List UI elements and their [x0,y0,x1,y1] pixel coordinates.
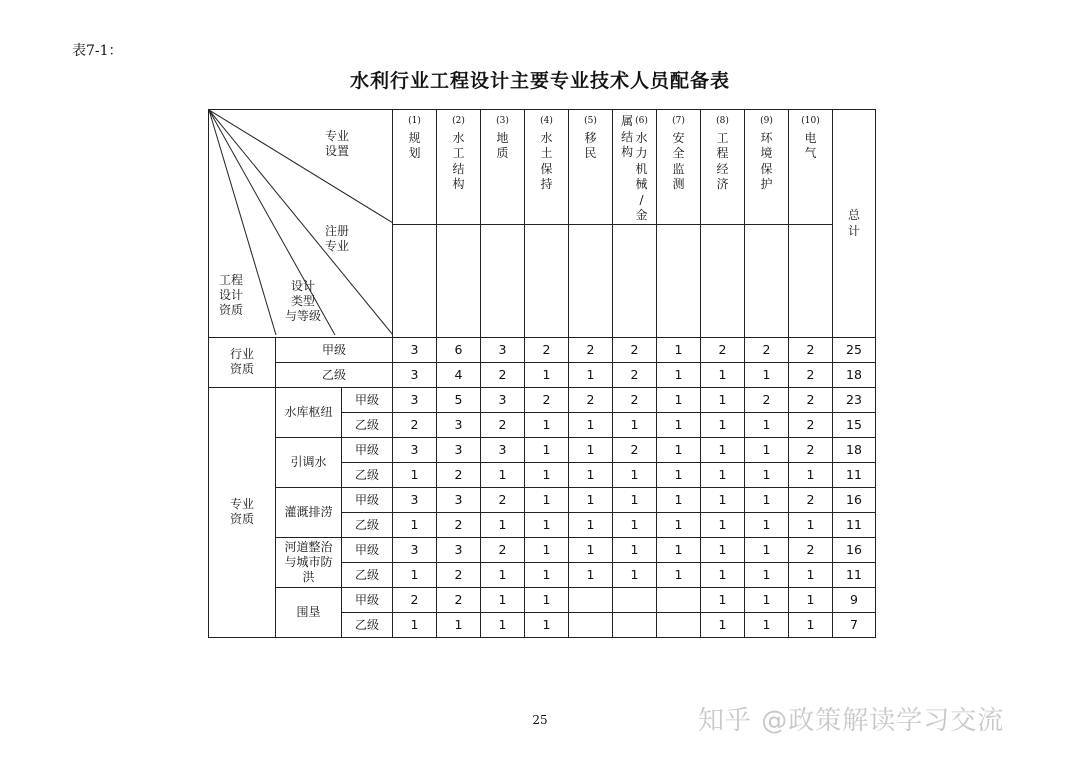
qualification-label: 工程 设计 资质 [218,273,243,317]
table-cell: 2 [745,387,789,412]
table-cell: 1 [613,562,657,587]
table-cell: 2 [789,362,833,387]
table-cell: 1 [569,362,613,387]
total-cell: 11 [833,462,876,487]
header-char: 械 [635,177,648,191]
column-number: (7) [672,116,685,126]
table-cell: 1 [481,512,525,537]
table-cell: 1 [657,362,701,387]
table-cell: 2 [393,587,437,612]
table-cell: 2 [437,512,481,537]
header-char: 保 [540,161,553,176]
header-char: 规 [408,130,421,145]
grade-cell: 甲级 [342,537,393,562]
header-char: 水 [452,130,465,145]
table-row [209,537,876,562]
table-cell: 1 [525,412,569,437]
table-cell: 3 [437,412,481,437]
table-cell [657,587,701,612]
table-cell: 2 [789,487,833,512]
total-header-char: 总 [847,208,860,223]
column-number: (2) [452,116,465,126]
table-cell: 1 [657,387,701,412]
watermark: 知乎 @政策解读学习交流 [698,706,1005,736]
table-cell: 1 [657,462,701,487]
total-cell: 16 [833,537,876,562]
table-cell: 1 [701,462,745,487]
table-cell: 1 [525,562,569,587]
column-header [437,110,481,225]
column-header [393,110,437,225]
header-char: 护 [760,177,773,191]
grade-cell: 甲级 [342,387,393,412]
table-row [209,337,876,362]
table-cell: 1 [481,612,525,637]
table-cell: 1 [789,612,833,637]
specialty-qualification-label [209,387,276,637]
table-cell: 1 [745,612,789,637]
table-cell: 3 [393,387,437,412]
header-char: / [639,192,644,207]
row-label-line: 灌溉排涝 [284,504,333,519]
table-cell: 2 [613,387,657,412]
header-char: 地 [496,130,509,145]
column-header [657,110,701,225]
table-cell: 1 [569,562,613,587]
header-char: 构 [452,177,465,191]
table-cell: 2 [481,362,525,387]
table-cell: 1 [481,462,525,487]
table-cell: 2 [525,337,569,362]
table-cell: 3 [437,487,481,512]
table-cell: 1 [789,562,833,587]
table-cell: 3 [481,387,525,412]
header-char: 工 [452,146,465,160]
header-char: 金 [635,208,648,222]
header-char: 电 [804,130,817,145]
table-cell: 1 [745,412,789,437]
table-cell: 1 [701,587,745,612]
grade-cell: 乙级 [342,612,393,637]
header-char: 属 [621,114,634,128]
column-header [789,110,833,225]
table-cell: 6 [437,337,481,362]
table-cell: 1 [613,412,657,437]
column-number: (6) [635,116,648,126]
table-row [209,587,876,612]
column-header [613,110,657,225]
table-cell: 1 [525,612,569,637]
table-cell: 1 [481,562,525,587]
total-header [833,110,876,338]
table-cell: 1 [393,512,437,537]
table-cell: 2 [569,387,613,412]
table-cell: 2 [393,412,437,437]
header-char: 水 [540,130,553,145]
grade-cell: 甲级 [342,487,393,512]
table-cell: 1 [525,512,569,537]
row-label-line: 洪 [302,569,315,584]
table-cell [569,587,613,612]
column-number: (3) [496,116,509,126]
total-cell: 25 [833,337,876,362]
table-cell: 1 [745,462,789,487]
design-type-grade-label: 设计 类型 与等级 [284,279,321,323]
column-header [525,110,569,225]
total-cell: 7 [833,612,876,637]
row-label-line: 资质 [229,362,254,376]
grade-cell: 甲级 [342,437,393,462]
total-cell: 11 [833,512,876,537]
table-row [209,437,876,462]
header-char: 全 [672,146,685,160]
grade-cell: 甲级 [342,587,393,612]
category-label [276,537,342,587]
table-cell: 3 [393,362,437,387]
table-cell: 1 [569,462,613,487]
table-cell: 3 [481,437,525,462]
table-row [209,387,876,412]
table-cell: 2 [613,437,657,462]
table-cell: 1 [745,537,789,562]
grade-cell: 乙级 [342,512,393,537]
table-cell: 2 [525,387,569,412]
table-cell: 1 [569,412,613,437]
grade-cell: 甲级 [276,337,393,362]
registered-specialty-cell [789,224,833,337]
column-header [701,110,745,225]
table-cell: 3 [393,537,437,562]
table-cell [613,587,657,612]
column-header [569,110,613,225]
table-cell: 2 [789,387,833,412]
header-char: 气 [804,146,817,160]
header-char: 划 [408,146,421,160]
row-label-line: 资质 [229,512,254,526]
table-cell: 3 [393,487,437,512]
total-cell: 11 [833,562,876,587]
table-cell: 1 [525,587,569,612]
header-char: 程 [716,146,729,160]
header-char: 环 [760,130,773,145]
column-number: (1) [408,116,421,126]
table-cell: 1 [525,462,569,487]
category-label [276,487,342,537]
total-cell: 15 [833,412,876,437]
header-char: 保 [760,161,773,176]
column-number: (9) [760,116,773,126]
table-cell: 1 [569,487,613,512]
table-cell: 1 [657,512,701,537]
page-title: 水利行业工程设计主要专业技术人员配备表 [349,70,730,92]
table-cell: 1 [701,487,745,512]
grade-cell: 乙级 [342,462,393,487]
header-char: 水 [635,130,648,145]
table-cell: 3 [393,437,437,462]
table-cell: 2 [789,437,833,462]
table-cell: 1 [393,612,437,637]
registered-specialty-cell [525,224,569,337]
table-cell: 1 [525,437,569,462]
table-cell: 3 [437,437,481,462]
table-cell: 1 [745,512,789,537]
page-number: 25 [532,713,548,727]
header-char: 结 [452,161,465,176]
table-cell: 1 [613,512,657,537]
header-char: 力 [635,146,648,160]
header-char: 民 [584,146,597,160]
staffing-table [208,109,876,638]
table-cell: 1 [789,462,833,487]
header-char: 济 [716,177,729,191]
column-header-wrap [613,114,656,224]
industry-qualification-label [209,337,276,387]
table-cell: 1 [701,562,745,587]
table-cell: 4 [437,362,481,387]
table-row [209,362,876,387]
total-cell: 18 [833,437,876,462]
header-char: 质 [496,146,509,160]
table-cell: 2 [569,337,613,362]
row-label-line: 与城市防 [284,554,333,569]
registered-specialty-cell [701,224,745,337]
table-cell: 3 [437,537,481,562]
table-cell [613,612,657,637]
table-cell: 1 [613,487,657,512]
column-number: (10) [801,116,820,126]
table-cell: 1 [789,587,833,612]
column-header-right [635,114,648,224]
table-cell: 5 [437,387,481,412]
total-cell: 23 [833,387,876,412]
table-tag: 表7-1： [72,43,123,59]
table-cell: 1 [745,437,789,462]
total-cell: 18 [833,362,876,387]
header-char: 境 [760,146,773,160]
table-cell: 1 [701,362,745,387]
diagonal-header-cell [209,110,393,338]
header-char: 构 [621,145,634,159]
table-cell: 1 [745,562,789,587]
table-cell: 2 [789,537,833,562]
table-cell: 1 [657,437,701,462]
row-label-line: 行业 [229,347,254,361]
table-cell: 1 [525,537,569,562]
category-label [276,587,342,637]
table-cell: 2 [481,537,525,562]
grade-cell: 乙级 [276,362,393,387]
table-cell: 1 [745,362,789,387]
table-cell: 1 [657,412,701,437]
table-cell: 2 [613,337,657,362]
table-row [209,487,876,512]
category-label [276,387,342,437]
total-cell: 9 [833,587,876,612]
table-cell: 1 [745,487,789,512]
registered-specialty-label: 注册 专业 [324,224,349,253]
table-cell: 1 [569,512,613,537]
grade-cell: 乙级 [342,412,393,437]
table-cell: 1 [745,587,789,612]
table-cell [569,612,613,637]
table-cell: 1 [569,437,613,462]
table-cell: 1 [701,412,745,437]
table-cell: 1 [657,562,701,587]
column-number: (8) [716,116,729,126]
registered-specialty-cell [613,224,657,337]
header-char: 结 [621,129,634,144]
total-header-char: 计 [847,224,860,239]
category-label [276,437,342,487]
column-number: (4) [540,116,553,126]
table-cell: 1 [701,612,745,637]
row-label-line: 水库枢纽 [284,404,333,419]
table-cell: 2 [613,362,657,387]
table-cell: 2 [437,462,481,487]
table-cell: 1 [701,437,745,462]
table-cell: 1 [657,337,701,362]
table-cell: 2 [437,587,481,612]
header-char: 土 [540,146,553,160]
column-number: (5) [584,116,597,126]
table-cell: 1 [481,587,525,612]
column-header [481,110,525,225]
header-char: 安 [672,130,685,145]
column-header [745,110,789,225]
row-label-line: 河道整治 [284,539,333,554]
header-char: 移 [584,130,597,145]
table-cell: 1 [701,387,745,412]
header-char: 监 [672,161,685,176]
table-cell: 1 [701,537,745,562]
table-cell: 1 [789,512,833,537]
registered-specialty-cell [481,224,525,337]
table-cell: 1 [657,487,701,512]
grade-cell: 乙级 [342,562,393,587]
table-cell: 2 [481,412,525,437]
registered-specialty-cell [657,224,701,337]
registered-specialty-cell [569,224,613,337]
table-cell: 1 [569,537,613,562]
table-cell: 2 [789,412,833,437]
table-cell: 1 [393,462,437,487]
row-label-line: 引调水 [290,454,327,469]
specialty-setting-label: 专业 设置 [324,129,349,158]
table-cell: 3 [393,337,437,362]
table-cell: 3 [481,337,525,362]
table-cell: 2 [701,337,745,362]
table-cell: 1 [525,487,569,512]
table-cell: 1 [437,612,481,637]
row-label-line: 围垦 [296,604,321,619]
header-char: 测 [672,177,685,191]
table-cell [657,612,701,637]
header-char: 持 [540,177,553,191]
table-cell: 2 [481,487,525,512]
table-cell: 1 [613,537,657,562]
row-label-line: 专业 [229,497,254,511]
registered-specialty-cell [745,224,789,337]
table-cell: 1 [701,512,745,537]
total-cell: 16 [833,487,876,512]
table-cell: 2 [437,562,481,587]
table-cell: 1 [525,362,569,387]
table-cell: 1 [393,562,437,587]
table-cell: 2 [745,337,789,362]
registered-specialty-cell [393,224,437,337]
table-cell: 1 [657,537,701,562]
registered-specialty-cell [437,224,481,337]
table-cell: 1 [613,462,657,487]
column-header-left [621,114,633,224]
header-char: 工 [716,130,729,145]
table-cell: 2 [789,337,833,362]
header-char: 机 [635,161,648,176]
header-char: 经 [716,161,729,176]
